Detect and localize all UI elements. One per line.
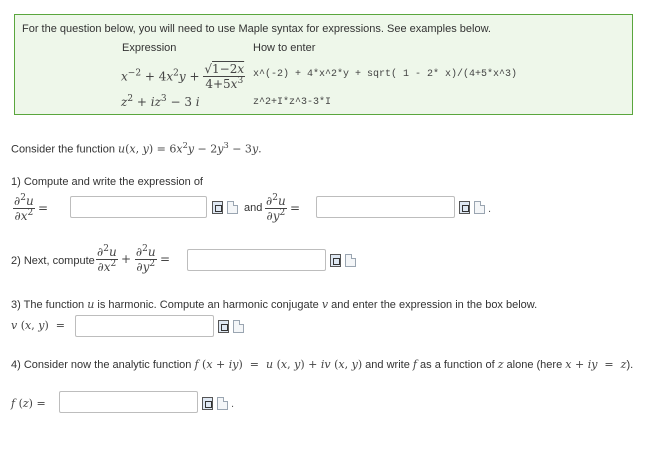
d2u-dx2-label: $\frac{\partial^2u}{\partial x^2}$ = <box>14 193 49 224</box>
laplacian-input[interactable] <box>187 249 326 271</box>
f-label: f (z) = <box>11 397 46 410</box>
period: . <box>231 398 235 410</box>
example2-expression: $z^2 + iz^3 - 3$ i <box>121 94 200 109</box>
syntax-check-icon[interactable] <box>202 397 213 410</box>
preview-icon[interactable] <box>474 201 485 214</box>
f-input[interactable] <box>59 391 198 413</box>
and-text: and <box>244 202 263 214</box>
step3-text: 3) The function u is harmonic. Compute an harmonic conjugate v and enter the expression in the box below. <box>11 298 538 311</box>
period: . <box>488 203 492 215</box>
preview-icon[interactable] <box>345 254 356 267</box>
step4-text-c: as a function of <box>420 359 495 371</box>
step1-text: 1) Compute and write the expression of <box>11 176 203 188</box>
step3-text-b: is harmonic. Compute an harmonic conjugate <box>97 299 319 311</box>
d2u-dy2-input[interactable] <box>316 196 455 218</box>
info-intro: For the question below, you will need to use Maple syntax for expressions. See examples below. <box>22 23 491 35</box>
d2u-dx2-input[interactable] <box>70 196 207 218</box>
preview-icon[interactable] <box>233 320 244 333</box>
syntax-check-icon[interactable] <box>212 201 223 214</box>
laplacian-label: $\frac{\partial^2u}{\partial x^2}$ + $\frac{\partial^2u}{\partial y^2}$ = <box>97 244 170 275</box>
step3-text-a: 3) The function <box>11 299 85 311</box>
syntax-check-icon[interactable] <box>218 320 229 333</box>
step4-text-a: 4) Consider now the analytic function <box>11 359 192 371</box>
column-header-how-to-enter: How to enter <box>253 42 316 54</box>
syntax-check-icon[interactable] <box>330 254 341 267</box>
maple-syntax-info-box <box>14 14 633 115</box>
v-label: v (x, y) = <box>11 319 65 332</box>
syntax-check-icon[interactable] <box>459 201 470 214</box>
step4-text-b: and write <box>365 359 410 371</box>
example1-code: x^(-2) + 4*x^2*y + sqrt( 1 - 2* x)/(4+5*x^3) <box>253 69 518 80</box>
step3-text-c: and enter the expression in the box below. <box>331 299 538 311</box>
step4-text: 4) Consider now the analytic function f (x + iy) = u (x, y) + iv (x, y) and write f as a function of z alone (here x + iy = z). <box>11 358 634 371</box>
v-input[interactable] <box>75 315 214 337</box>
function-definition: Consider the function u(x, $y) = 6x^2y - 2y^3 - 3y$. <box>11 140 262 156</box>
preview-icon[interactable] <box>217 397 228 410</box>
step4-text-d: alone (here <box>506 359 563 371</box>
preview-icon[interactable] <box>227 201 238 214</box>
consider-text: Consider the function <box>11 143 115 156</box>
step2-text: 2) Next, compute <box>11 255 95 267</box>
d2u-dy2-label: $\frac{\partial^2u}{\partial y^2}$ = <box>266 193 301 224</box>
column-header-expression: Expression <box>122 42 177 54</box>
step4-text-e: ). <box>626 359 634 371</box>
example1-expression: $x^{-2} + 4x^2y$ + $\frac{√1-2x}{4+5x^3}$ <box>121 62 245 92</box>
example2-code: z^2+I*z^3-3*I <box>253 97 332 108</box>
